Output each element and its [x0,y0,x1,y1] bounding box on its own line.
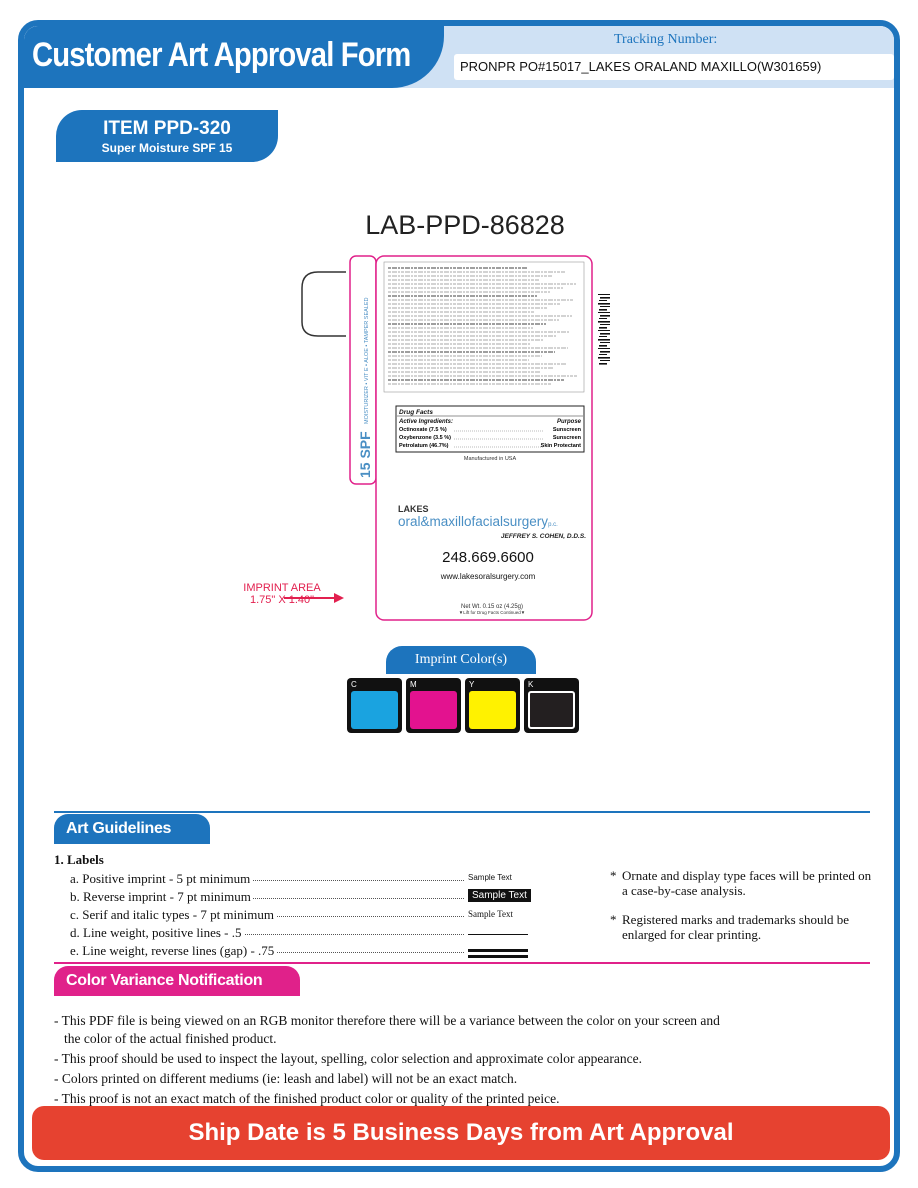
swatch-fill [528,691,575,729]
tracking-number-field: PRONPR PO#15017_LAKES ORALAND MAXILLO(W301659) [454,54,894,80]
barcode-bar [600,297,610,299]
lift-text: ▼Lift for Drug Facts Continued▼ [458,610,526,615]
product-code: LAB-PPD-86828 [365,210,565,240]
note-text: Ornate and display type faces will be printed on a case-by-case analysis. [622,868,872,898]
variance-line: - Colors printed on different mediums (ie: leash and label) will not be an exact match. [54,1071,518,1086]
barcode-bar [598,321,610,323]
barcode-bar [598,303,610,305]
variance-line: - This proof should be used to inspect the layout, spelling, color selection and approximate color appearance. [54,1051,642,1066]
imprint-area-size: 1.75" X 1.40" [249,594,315,606]
swatch-cyan [347,678,402,733]
color-variance-rule [54,962,870,964]
drug-facts-title: Drug Facts [399,409,433,416]
variance-line: - This PDF file is being viewed on an RGB monitor therefore there will be a variance between the color on your screen and the color of the actual finished product. [54,1013,720,1046]
art-guidelines-rule [54,811,870,813]
guideline-text: e. Line weight, reverse lines (gap) - .75 [70,943,275,958]
sample-reverse-line-bottom [468,955,528,958]
item-subtitle: Super Moisture SPF 15 [101,141,233,155]
clip-outline [302,272,346,336]
barcode-bar [600,324,610,325]
sample-serif: Sample Text [468,909,513,919]
barcode-bar [600,342,610,343]
brand-main [398,514,558,529]
guideline-text: b. Reverse imprint - 7 pt minimum [70,889,251,904]
barcode-bar [600,306,610,307]
barcode-bar [598,348,610,349]
barcode [598,294,610,365]
color-variance-title: Color Variance Notification [54,966,300,996]
label-side-text: MOISTURIZER • VIT E • ALOE • TAMPER SEALED [364,297,370,424]
guideline-row [54,925,554,943]
swatch-yellow [465,678,520,733]
swatch-label: C [351,680,357,689]
swatch-fill [469,691,516,729]
imprint-colors-title: Imprint Color(s) [386,646,536,674]
swatch-fill [351,691,398,729]
tracking-label: Tracking Number: [614,32,718,47]
imprint-area-label: IMPRINT AREA [243,582,321,594]
ingredient-purpose: Sunscreen [552,427,581,433]
guideline-row [54,871,554,889]
phone-number: 248.669.6600 [442,549,534,566]
brand-suffix: p.c. [548,522,558,528]
barcode-bar [598,294,610,295]
doctor-name: JEFFREY S. COHEN, D.D.S. [500,533,586,540]
art-guidelines-title: Art Guidelines [54,814,210,844]
header-title-tab [24,26,444,88]
guideline-row [54,907,554,925]
swatch-label: Y [469,680,475,689]
active-ingredients-header: Active Ingredients: [399,419,454,425]
drug-facts-box [396,406,584,452]
ship-date-banner: Ship Date is 5 Business Days from Art Approval [32,1106,890,1160]
barcode-bar [599,318,607,319]
art-guidelines-list [54,852,554,961]
variance-line: - This proof is not an exact match of the finished product color or quality of the printed peice. [54,1091,560,1106]
barcode-bar [598,330,610,331]
barcode-bar [599,327,607,329]
label-spf-text: 15 SPF [357,431,373,478]
sample-reverse-line-top [468,949,528,952]
barcode-bar [598,339,610,341]
swatch-fill [410,691,457,729]
color-variance-list [54,1012,874,1108]
guideline-note: * Ornate and display type faces will be printed on a case-by-case analysis. [610,868,880,898]
barcode-bar [598,357,610,359]
form-title: Customer Art Approval Form [32,36,411,74]
swatch-label: K [528,680,534,689]
imprint-area-note [242,582,322,606]
barcode-bar [599,336,607,337]
form-frame [18,20,900,1172]
brand-top: LAKES [398,504,429,514]
guideline-text: c. Serif and italic types - 7 pt minimum [70,907,274,922]
ingredient-name: Petrolatum (46.7%) [399,443,449,449]
ingredient-purpose: Skin Protectant [540,443,581,449]
item-title: ITEM PPD-320 [103,118,231,139]
sample-reverse: Sample Text [468,889,531,902]
barcode-bar [599,345,607,347]
labels-heading: 1. Labels [54,852,104,867]
barcode-bar [598,312,610,313]
ingredient-name: Octinoxate (7.5 %) [399,427,447,433]
barcode-bar [599,300,607,301]
color-swatches [347,678,579,733]
sample-positive: Sample Text [468,873,512,882]
swatch-black [524,678,579,733]
barcode-bar [599,309,607,311]
purpose-header: Purpose [556,419,581,425]
imprint-arrow-head [334,593,344,603]
net-weight: Net Wt. 0.15 oz (4.25g) [460,604,524,610]
barcode-bar [600,351,610,353]
barcode-bar [599,363,607,365]
ingredient-purpose: Sunscreen [552,435,581,441]
guideline-note: * Registered marks and trademarks should be enlarged for clear printing. [610,912,880,942]
sample-positive-line [468,934,528,935]
brand-name: oral&maxillofacialsurgery [398,514,549,529]
swatch-magenta [406,678,461,733]
guideline-text: d. Line weight, positive lines - .5 [70,925,242,940]
barcode-bar [600,333,610,335]
item-badge [56,110,278,162]
guideline-row [54,889,554,907]
guideline-row [54,943,554,961]
label-proof [284,248,624,628]
guideline-text: a. Positive imprint - 5 pt minimum [70,871,251,886]
ingredient-name: Oxybenzone (3.5 %) [399,435,451,441]
barcode-bar [600,315,610,317]
barcode-bar [600,360,610,361]
made-in-text: Manufactured in USA [463,456,517,462]
note-text: Registered marks and trademarks should be enlarged for clear printing. [622,912,850,942]
swatch-label: M [410,680,417,689]
barcode-bar [599,354,607,355]
website: www.lakesoralsurgery.com [440,572,536,581]
